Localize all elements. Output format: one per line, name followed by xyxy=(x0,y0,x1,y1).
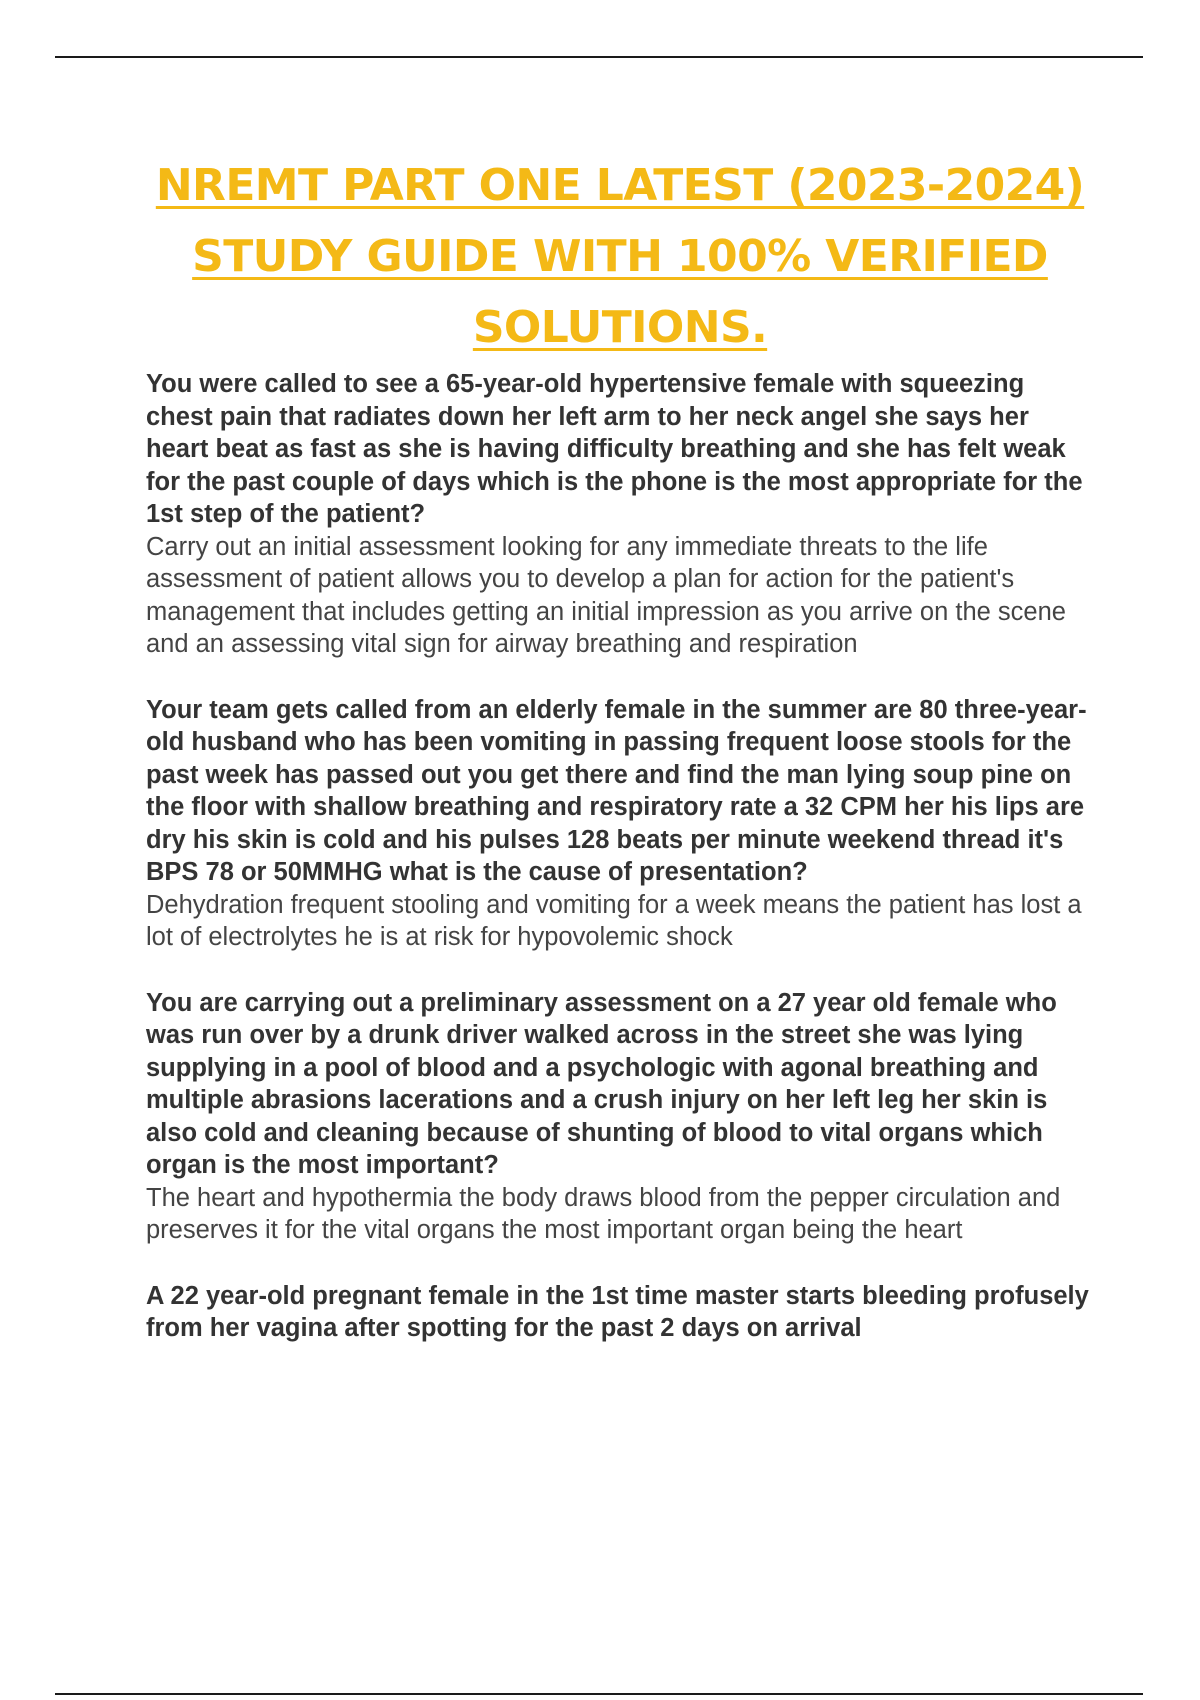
document-body xyxy=(146,368,1096,1378)
top-divider xyxy=(55,56,1143,58)
question-4: A 22 year-old pregnant female in the 1st time master starts bleeding profusely from her vagina after spotting for the past 2 days on arrival xyxy=(146,1281,1089,1342)
answer-3: The heart and hypothermia the body draws blood from the pepper circulation and preserves it for the vital organs the most important organ being the heart xyxy=(146,1183,1061,1244)
question-2: Your team gets called from an elderly female in the summer are 80 three-year-old husband who has been vomiting in passing frequent loose stools for the past week has passed out you get there and find the man lying soup pine on the floor with shallow breathing and respiratory rate a 32 CPM her his lips are dry his skin is cold and his pulses 128 beats per minute weekend thread it's BPS 78 or 50MMHG what is the cause of presentation? xyxy=(146,695,1087,886)
title-line-3: SOLUTIONS. xyxy=(472,302,768,353)
title-line-1: NREMT PART ONE LATEST (2023-2024) xyxy=(155,160,1085,211)
answer-2: Dehydration frequent stooling and vomiting for a week means the patient has lost a lot of electrolytes he is at risk for hypovolemic shock xyxy=(146,890,1082,951)
title-line-2: STUDY GUIDE WITH 100% VERIFIED xyxy=(192,231,1048,282)
qa-item-1 xyxy=(146,368,1096,661)
question-3: You are carrying out a preliminary assessment on a 27 year old female who was run over by a drunk driver walked across in the street she was lying supplying in a pool of blood and a psychologic with agonal breathing and multiple abrasions lacerations and a crush injury on her left leg her skin is also cold and cleaning because of shunting of blood to vital organs which organ is the most important? xyxy=(146,988,1057,1179)
qa-item-2 xyxy=(146,694,1096,954)
bottom-divider xyxy=(55,1693,1143,1695)
qa-item-3 xyxy=(146,987,1096,1247)
answer-1: Carry out an initial assessment looking for any immediate threats to the life assessment of patient allows you to develop a plan for action for the patient's management that includes getting an initial impression as you arrive on the scene and an assessing vital sign for airway breathing and respiration xyxy=(146,532,1066,658)
qa-item-4 xyxy=(146,1280,1096,1345)
document-title xyxy=(100,150,1140,363)
question-1: You were called to see a 65-year-old hypertensive female with squeezing chest pain that radiates down her left arm to her neck angel she says her heart beat as fast as she is having difficulty breathing and she has felt weak for the past couple of days which is the phone is the most appropriate for the 1st step of the patient? xyxy=(146,370,1083,528)
